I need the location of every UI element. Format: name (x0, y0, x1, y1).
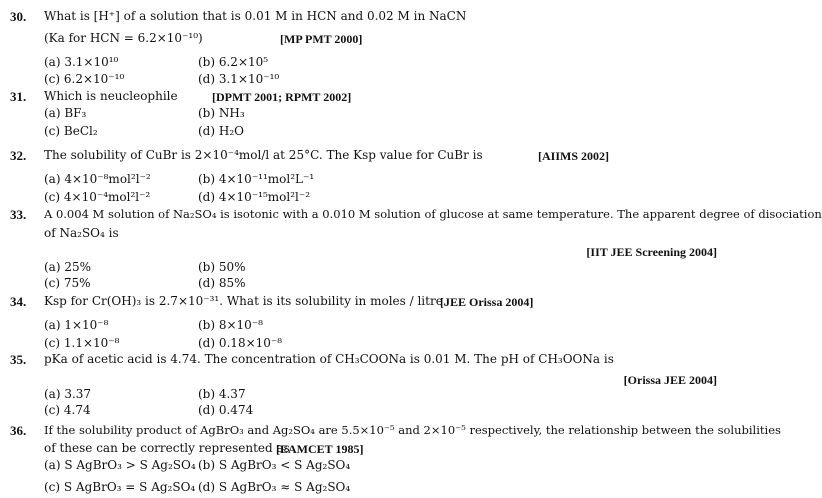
question-number: 34. (10, 294, 27, 309)
question-stem: A 0.004 M solution of Na₂SO₄ is isotonic with a 0.010 M solution of glucose at same temperature. The apparent degree of disociation (44, 207, 822, 221)
option-d: (d) 3.1×10⁻¹⁰ (198, 72, 280, 86)
option-a: (a) 25% (44, 260, 92, 274)
option-a: (a) S AgBrO₃ > S Ag₂SO₄ (44, 458, 196, 472)
option-d: (d) 0.18×10⁻⁸ (198, 336, 283, 350)
option-c: (c) 6.2×10⁻¹⁰ (44, 72, 125, 86)
option-c: (c) 1.1×10⁻⁸ (44, 336, 120, 350)
option-b: (b) S AgBrO₃ < S Ag₂SO₄ (198, 458, 351, 472)
option-d: (d) H₂O (198, 124, 244, 138)
question-number: 31. (10, 89, 27, 104)
question-number: 32. (10, 148, 27, 163)
option-d: (d) 0.474 (198, 403, 254, 417)
option-a: (a) BF₃ (44, 106, 87, 120)
question-stem: Ksp for Cr(OH)₃ is 2.7×10⁻³¹. What is its solubility in moles / litre. (44, 294, 447, 308)
exam-source: [Orissa JEE 2004] (623, 373, 717, 387)
question-number: 30. (10, 9, 27, 24)
option-a: (a) 4×10⁻⁸mol²l⁻² (44, 172, 151, 186)
option-c: (c) 75% (44, 276, 91, 290)
option-c: (c) S AgBrO₃ = S Ag₂SO₄ (44, 480, 196, 494)
option-b: (b) 4.37 (198, 387, 246, 401)
option-b: (b) 50% (198, 260, 246, 274)
option-a: (a) 3.1×10¹⁰ (44, 55, 119, 69)
option-c: (c) 4×10⁻⁴mol²l⁻² (44, 190, 151, 204)
exam-source: [JEE Orissa 2004] (440, 295, 534, 309)
option-b: (b) 4×10⁻¹¹mol²L⁻¹ (198, 172, 315, 186)
option-a: (a) 3.37 (44, 387, 92, 401)
exam-source: [DPMT 2001; RPMT 2002] (212, 90, 352, 104)
exam-source: [IIT JEE Screening 2004] (586, 245, 717, 259)
question-number: 35. (10, 352, 27, 367)
question-stem: If the solubility product of AgBrO₃ and Ag₂SO₄ are 5.5×10⁻⁵ and 2×10⁻⁵ respectively, the relationship between the solubilities (44, 423, 781, 437)
option-b: (b) 8×10⁻⁸ (198, 318, 263, 332)
exam-source: [MP PMT 2000] (280, 32, 363, 46)
option-b: (b) NH₃ (198, 106, 245, 120)
option-c: (c) 4.74 (44, 403, 91, 417)
question-stem: What is [H⁺] of a solution that is 0.01 M in HCN and 0.02 M in NaCN (44, 9, 467, 23)
question-stem: The solubility of CuBr is 2×10⁻⁴mol/l at 25°C. The Ksp value for CuBr is (44, 148, 483, 162)
option-d: (d) S AgBrO₃ ≈ S Ag₂SO₄ (198, 480, 351, 494)
question-number: 33. (10, 207, 27, 222)
option-c: (c) BeCl₂ (44, 124, 98, 138)
question-stem-continued: of these can be correctly represented as (44, 441, 290, 455)
option-b: (b) 6.2×10⁵ (198, 55, 269, 69)
option-a: (a) 1×10⁻⁸ (44, 318, 109, 332)
question-stem: pKa of acetic acid is 4.74. The concentration of CH₃COONa is 0.01 M. The pH of CH₃OONa is (44, 352, 614, 366)
exam-source: [EAMCET 1985] (276, 442, 364, 456)
option-d: (d) 85% (198, 276, 246, 290)
question-number: 36. (10, 423, 27, 438)
question-constant: (Ka for HCN = 6.2×10⁻¹⁰) (44, 31, 203, 45)
question-stem: Which is neucleophile (44, 89, 178, 103)
option-d: (d) 4×10⁻¹⁵mol²l⁻² (198, 190, 311, 204)
question-stem-continued: of Na₂SO₄ is (44, 226, 119, 240)
exam-source: [AIIMS 2002] (538, 149, 609, 163)
